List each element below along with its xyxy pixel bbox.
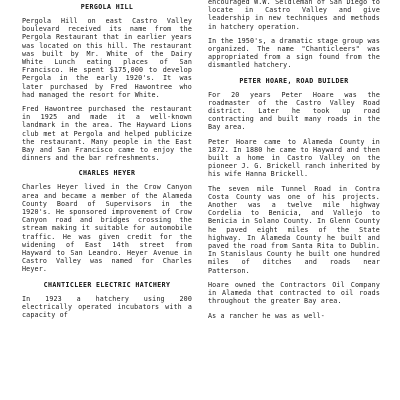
heading-peter-hoare: PETER HOARE, ROAD BUILDER (239, 76, 349, 85)
paragraph: encouraged W.W. Seldleman of San Diego to locate in Castro Valley and give leadership in new techniques and methods in hatchery operation. (208, 0, 380, 31)
paragraph: Peter Hoare came to Alameda County in 1872. In 1880 he came to Hayward and then built a home in Castro Valley on the pioneer J. G. Brickell ranch inherited by his wife Hanna Brickell. (208, 137, 380, 179)
right-column (208, 0, 380, 400)
section-peter-hoare (208, 77, 380, 320)
paragraph: Hoare owned the Contractors Oil Company in Alameda that contracted to oil roads throughout the greater Bay area. (208, 280, 380, 306)
left-column (22, 0, 192, 400)
section-charles-heyer (22, 169, 192, 273)
heading-charles-heyer: CHARLES HEYER (78, 169, 136, 178)
paragraph: Charles Heyer lived in the Crow Canyon area and became a member of the Alameda County Board of Supervisors in the 1920's. He sponsored improvement of Crow Canyon road and bridges crossing the stream making it suitable for automobile traffic. He was given credit for the widening of East 14th street from Hayward to San Leandro. Heyer Avenue in Castro Valley was named for Charles Heyer. (22, 183, 192, 274)
paragraph: In the 1950's, a dramatic stage group was organized. The name "Chanticleers" was appropriated from a sign found from the dismantled hatchery. (208, 36, 380, 70)
paragraph: For 20 years Peter Hoare was the roadmaster of the Castro Valley Road district. Later he took up road contracting and built many roads in the Bay area. (208, 90, 380, 132)
paragraph: As a rancher he was as well- (208, 311, 325, 320)
paragraph: Pergola Hill on east Castro Valley boulevard received its name from the Pergola Restaurant that in earlier years was located on this hill. The restaurant was built by Mr. White of the Dairy White Lunch eating places of San Francisco. He spent $175,000 to develop Pergola in the early 1920's. It was later purchased by Fred Hawontree who had managed the resort for White. (22, 17, 192, 99)
section-pergola-hill (22, 3, 192, 162)
paragraph: In 1923 a hatchery using 200 electrically operated incubators with a capacity of (22, 294, 192, 320)
paragraph: Fred Hawontree purchased the restaurant in 1925 and made it a well-known landmark in the area. The Hayward Lions club met at Pergola and helped publicize the restaurant. Many people in the East Bay and San Francisco came to enjoy the dinners and the bar refreshments. (22, 105, 192, 163)
heading-chanticleer-hatchery: CHANTICLEER ELECTRIC HATCHERY (43, 280, 171, 289)
section-chanticleer-hatchery (22, 281, 192, 320)
paragraph: The seven mile Tunnel Road in Contra Costa County was one of his projects. Another was a twelve mile highway Cordelia to Benicia, and Vallejo to Benicia in Solano County. In Glenn County he paved eight miles of the State highway. In Alameda County he built and paved the road from Santa Rita to Dublin. In Stanislaus County he built one hundred miles of ditches and roads near Patterson. (208, 184, 380, 275)
section-hatchery-continued (208, 0, 380, 70)
heading-pergola-hill: PERGOLA HILL (80, 3, 134, 11)
